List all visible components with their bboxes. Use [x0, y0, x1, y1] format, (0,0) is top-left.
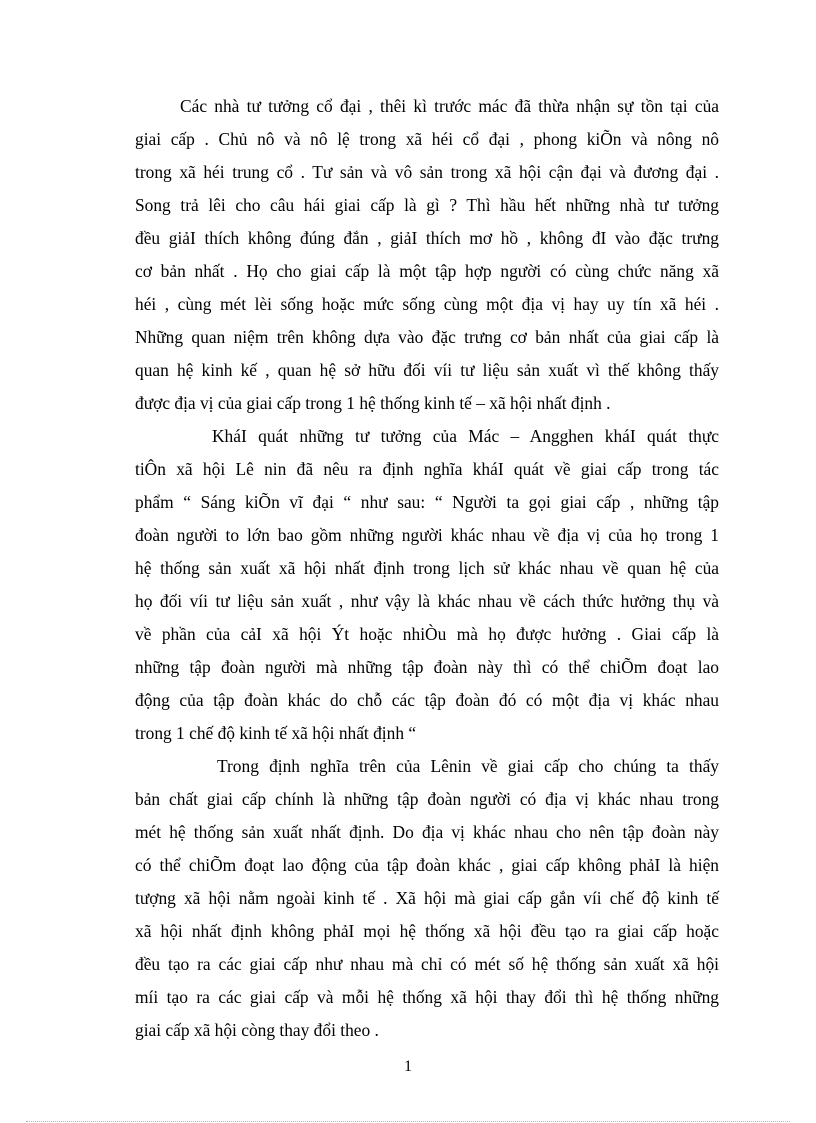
- paragraph-2-line-10: trong 1 chế độ kinh tế xã hội nhất định “: [135, 723, 417, 743]
- paragraph-3-line-9: giai cấp xã hội còng thay đổi theo .: [135, 1020, 379, 1040]
- paragraph-2-line-5: hệ thống sản xuất xã hội nhất định trong lịch sử khác nhau về quan hệ của: [135, 558, 719, 578]
- paragraph-3-line-8: míi tạo ra các giai cấp và mỗi hệ thống xã hội thay đổi thì hệ thống những: [135, 987, 719, 1007]
- paragraph-2-line-3: phẩm “ Sáng kiÕn vĩ đại “ như sau: “ Người ta gọi giai cấp , những tập: [135, 492, 719, 512]
- paragraph-1-line-8: Những quan niệm trên không dựa vào đặc trưng cơ bản nhất của giai cấp là: [135, 327, 719, 347]
- paragraph-3-line-6: xã hội nhất định không phảI mọi hệ thống xã hội đều tạo ra giai cấp hoặc: [135, 921, 719, 941]
- paragraph-2-line-1: KháI quát những tư tưởng của Mác – Angghen kháI quát thực: [212, 426, 719, 446]
- paragraph-1-line-9: quan hệ kinh kế , quan hệ sở hữu đối víi tư liệu sản xuất vì thế không thấy: [135, 360, 719, 380]
- paragraph-3-line-5: tượng xã hội nằm ngoài kinh tế . Xã hội mà giai cấp gắn víi chế độ kinh tế: [135, 888, 719, 908]
- paragraph-2-line-2: tiÔn xã hội Lê nin đã nêu ra định nghĩa kháI quát về giai cấp trong tác: [135, 459, 719, 479]
- paragraph-2-line-7: về phần của cảI xã hội Ýt hoặc nhiÒu mà họ được hưởng . Giai cấp là: [135, 624, 719, 644]
- paragraph-2-line-4: đoàn người to lớn bao gồm những người khác nhau về địa vị của họ trong 1: [135, 525, 719, 545]
- paragraph-3-line-3: mét hệ thống sản xuất nhất định. Do địa vị khác nhau cho nên tập đoàn này: [135, 822, 719, 842]
- paragraph-3-line-7: đều tạo ra các giai cấp như nhau mà chỉ có mét số hệ thống sản xuất xã hội: [135, 954, 719, 974]
- paragraph-2-line-8: những tập đoàn người mà những tập đoàn này thì có thể chiÕm đoạt lao: [135, 657, 719, 677]
- paragraph-1-line-10: được địa vị của giai cấp trong 1 hệ thống kinh tế – xã hội nhất định .: [135, 393, 611, 413]
- paragraph-1-line-7: héi , cùng mét lèi sống hoặc mức sống cùng một địa vị hay uy tín xã héi .: [135, 294, 719, 314]
- paragraph-2-line-6: họ đối víi tư liệu sản xuất , như vậy là khác nhau về cách thức hưởng thụ và: [135, 591, 719, 611]
- paragraph-1-line-4: Song trả lêi cho câu hái giai cấp là gì ? Thì hầu hết những nhà tư tưởng: [135, 195, 719, 215]
- page-bottom-divider: [26, 1121, 790, 1122]
- paragraph-1-line-1: Các nhà tư tưởng cổ đại , thêi kì trước mác đã thừa nhận sự tồn tại của: [180, 96, 719, 116]
- paragraph-1-line-3: trong xã héi trung cổ . Tư sản và vô sản trong xã hội cận đại và đương đại .: [135, 162, 719, 182]
- paragraph-1-line-6: cơ bản nhất . Họ cho giai cấp là một tập hợp người có cùng chức năng xã: [135, 261, 719, 281]
- paragraph-1-line-2: giai cấp . Chủ nô và nô lệ trong xã héi cổ đại , phong kiÕn và nông nô: [135, 129, 719, 149]
- page-number: 1: [404, 1058, 412, 1075]
- paragraph-3-line-4: có thể chiÕm đoạt lao động của tập đoàn khác , giai cấp không phảI là hiện: [135, 855, 719, 875]
- paragraph-3-line-2: bản chất giai cấp chính là những tập đoàn người có địa vị khác nhau trong: [135, 789, 719, 809]
- paragraph-2-line-9: động của tập đoàn khác do chỗ các tập đoàn đó có một địa vị khác nhau: [135, 690, 719, 710]
- paragraph-1-line-5: đều giảI thích không đúng đắn , giảI thích mơ hồ , không đI vào đặc trưng: [135, 228, 719, 248]
- paragraph-3-line-1: Trong định nghĩa trên của Lênin về giai cấp cho chúng ta thấy: [217, 756, 719, 776]
